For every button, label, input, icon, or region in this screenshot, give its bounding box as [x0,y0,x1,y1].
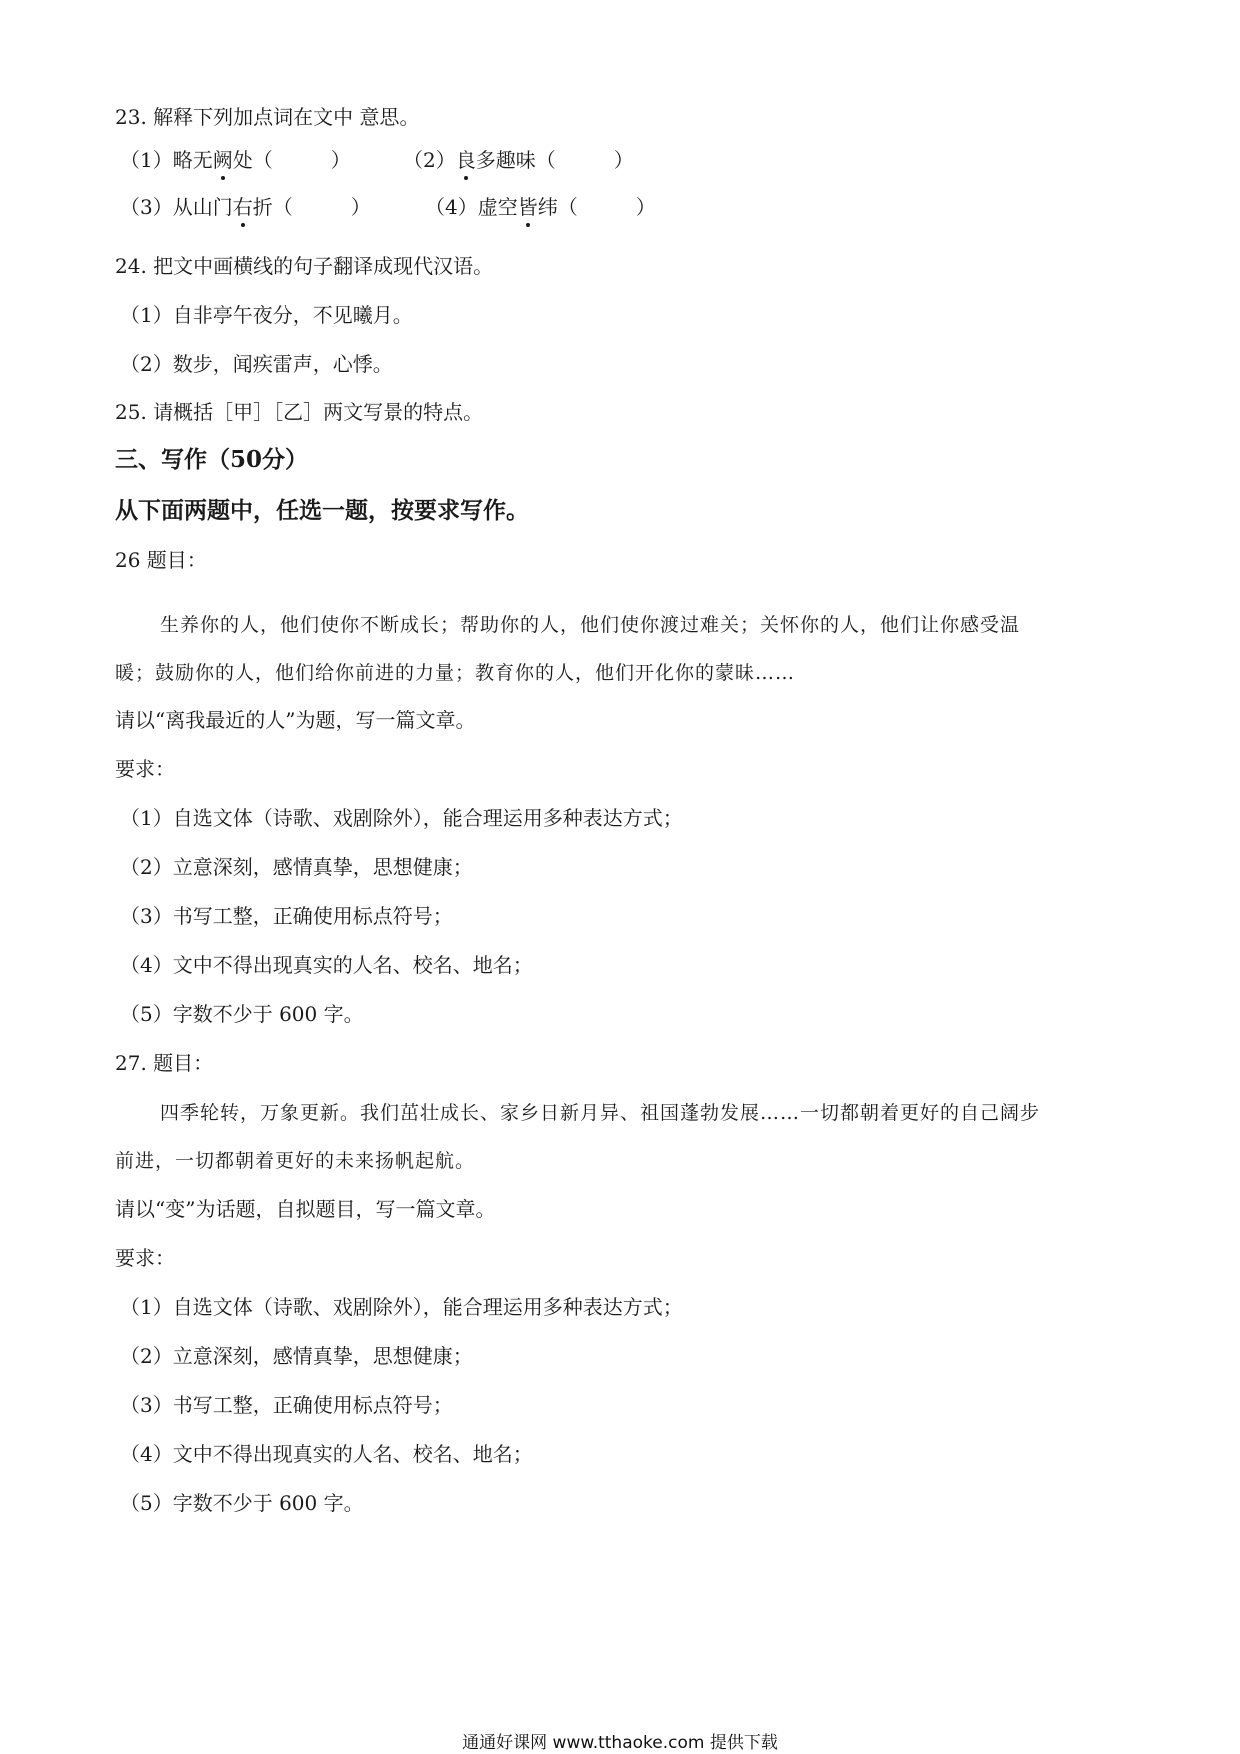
q27-requirement-2: （2）立意深刻，感情真挚，思想健康； [120,1344,473,1368]
q27-requirements-label: 要求： [115,1246,175,1270]
q23-item-2-close: ） [613,148,634,172]
q23-item-4 [425,193,656,221]
q23-item-4-pre: （4）虚空 [425,195,518,219]
q26-passage-line-1: 生养你的人，他们使你不断成长；帮助你的人，他们使你渡过难关；关怀你的人，他们让你感受温 [160,614,1021,636]
q23-item-1-post: 处（ [232,148,273,172]
q26-requirement-2: （2）立意深刻，感情真挚，思想健康； [120,855,473,879]
q26-requirement-4: （4）文中不得出现真实的人名、校名、地名； [120,953,533,977]
q23-item-3 [120,193,371,221]
q27-requirement-4: （4）文中不得出现真实的人名、校名、地名； [120,1442,533,1466]
section-title: 三、写作（50分） [115,446,309,473]
q27-requirement-1: （1）自选文体（诗歌、戏剧除外），能合理运用多种表达方式； [120,1295,683,1319]
q24-item-2: （2）数步，闻疾雷声，心悸。 [120,352,393,376]
q23-item-3-dotted: 右 [232,195,253,219]
q23-item-1-pre: （1）略无 [120,148,213,172]
q24-item-1: （1）自非亭午夜分，不见曦月。 [120,303,413,327]
q23-item-2-post: 多趣味（ [475,148,556,172]
q26-passage-line-2: 暖；鼓励你的人，他们给你前进的力量；教育你的人，他们开化你的蒙昧…… [115,662,796,684]
q25-stem: 25. 请概括［甲］［乙］两文写景的特点。 [115,400,484,424]
q26-requirement-5: （5）字数不少于 600 字。 [120,1002,364,1026]
footer-watermark: 通通好课网 www.tthaoke.com 提供下载 [462,1733,778,1753]
q23-item-2-pre: （2） [403,148,456,172]
q23-item-2 [403,146,634,174]
q23-item-3-post: 折（ [252,195,293,219]
q27-requirement-5: （5）字数不少于 600 字。 [120,1491,364,1515]
q23-item-2-dotted: 良 [455,148,476,172]
q27-requirement-3: （3）书写工整，正确使用标点符号； [120,1393,453,1417]
q23-item-1-close: ） [330,148,351,172]
q26-requirement-1: （1）自选文体（诗歌、戏剧除外），能合理运用多种表达方式； [120,806,683,830]
q26-requirement-3: （3）书写工整，正确使用标点符号； [120,904,453,928]
q27-label: 27. 题目： [115,1051,214,1075]
q23-item-4-dotted: 皆 [517,195,538,219]
q26-requirements-label: 要求： [115,757,175,781]
q27-passage-line-2: 前进，一切都朝着更好的未来扬帆起航。 [115,1150,476,1172]
q24-stem: 24. 把文中画横线的句子翻译成现代汉语。 [115,254,494,278]
q23-stem: 23. 解释下列加点词在文中 意思。 [115,105,420,129]
q23-item-4-close: ） [635,195,656,219]
q26-prompt: 请以“离我最近的人”为题，写一篇文章。 [115,708,476,732]
section-instruction: 从下面两题中，任选一题，按要求写作。 [115,497,529,524]
q23-item-3-close: ） [350,195,371,219]
q23-item-1-dotted: 阙 [212,148,233,172]
q27-passage-line-1: 四季轮转，万象更新。我们茁壮成长、家乡日新月异、祖国蓬勃发展……一切都朝着更好的自己阔步 [160,1102,1041,1124]
q27-prompt: 请以“变”为话题，自拟题目，写一篇文章。 [115,1197,496,1221]
q23-item-1 [120,146,351,174]
q23-item-3-pre: （3）从山门 [120,195,233,219]
q23-item-4-post: 纬（ [537,195,578,219]
q26-label: 26 题目： [115,548,207,572]
